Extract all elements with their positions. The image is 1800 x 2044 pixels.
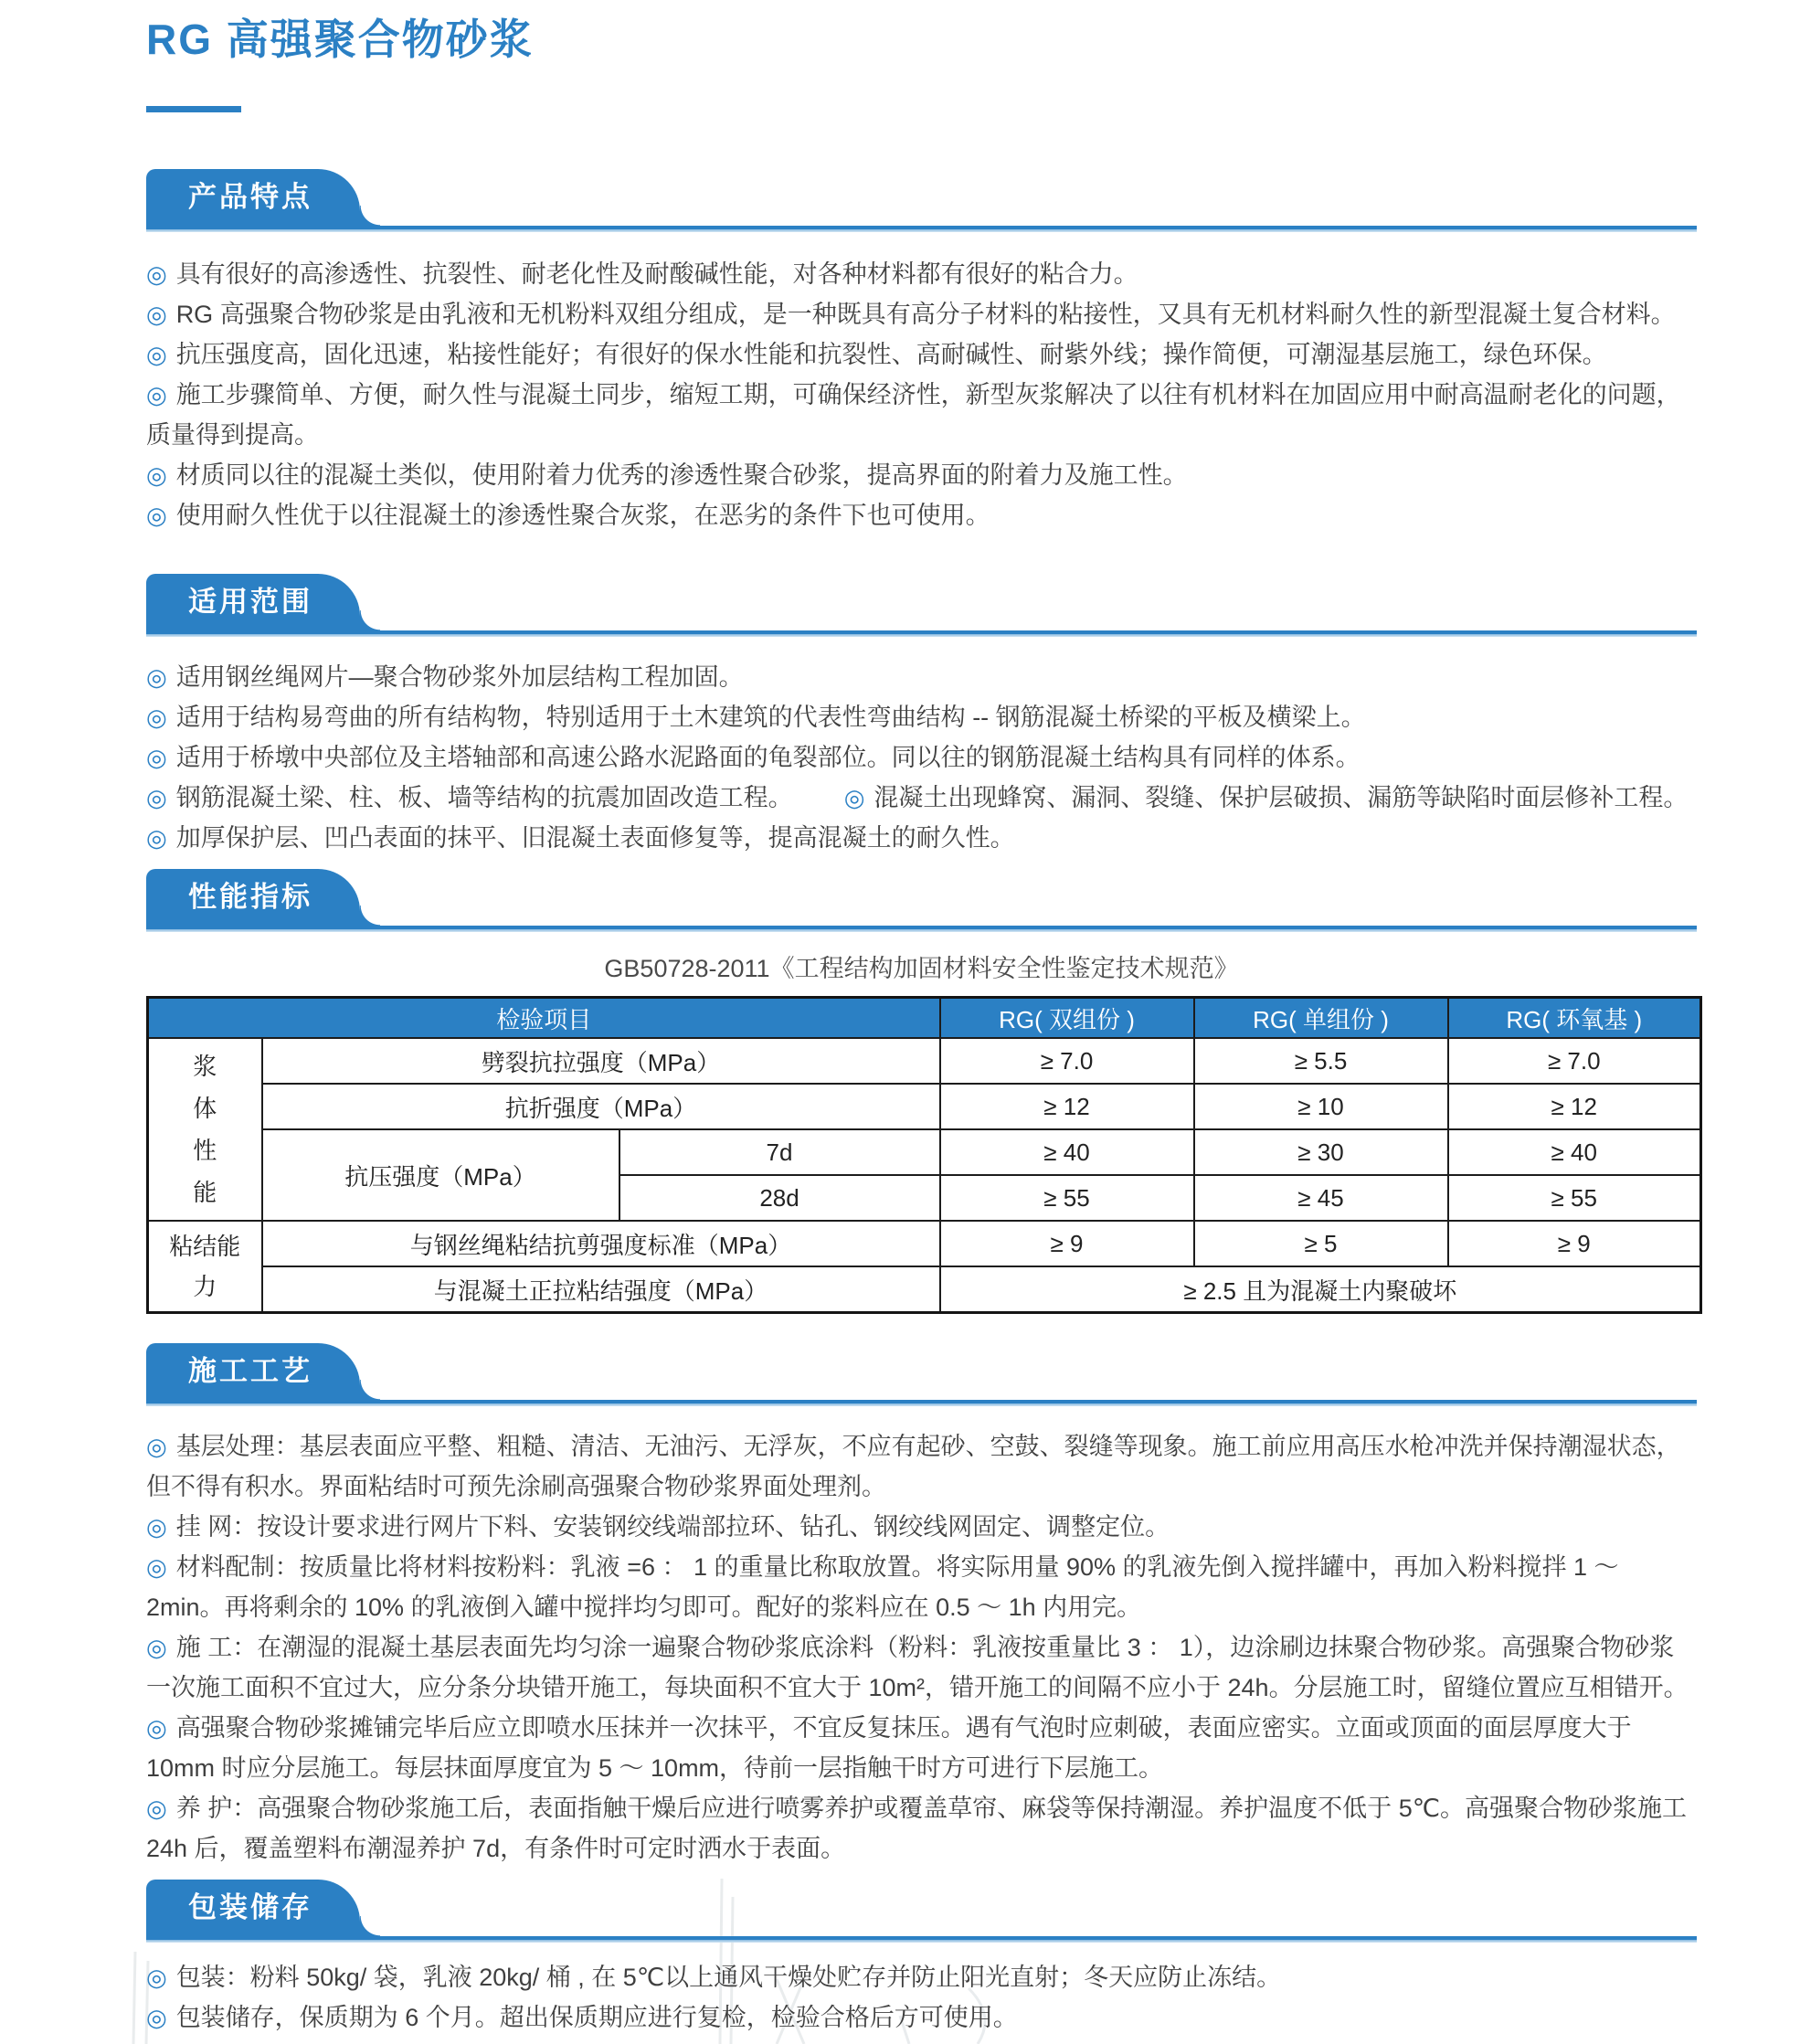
cell-value: ≥ 10 <box>1194 1084 1448 1129</box>
feature-item <box>146 455 1697 495</box>
bullet-icon: ◎ <box>146 301 167 328</box>
section-product-features <box>146 169 1697 543</box>
bullet-icon: ◎ <box>146 2004 167 2031</box>
section-header <box>146 574 1697 637</box>
bullet-icon: ◎ <box>146 1553 167 1581</box>
header-cell-item: 检验项目 <box>148 998 940 1039</box>
bullet-icon: ◎ <box>146 704 167 731</box>
cell-label-compressive: 抗压强度（MPa） <box>262 1129 619 1221</box>
process-item-text: 高强聚合物砂浆摊铺完毕后应立即喷水压抹并一次抹平，不宜反复抹压。遇有气泡时应刺破，表面应密实。立面或顶面的面层厚度大于 10mm 时应分层施工。每层抹面厚度宜为 5 ～ 10mm，待前一层指触干时方可进行下层施工。 <box>146 1714 1632 1782</box>
cell-label: 与混凝土正拉粘结强度（MPa） <box>262 1266 940 1313</box>
process-item-text: 施 工：在潮湿的混凝土基层表面先均匀涂一遍聚合物砂浆底涂料（粉料：乳液按重量比 3 ： 1），边涂刷边抹聚合物砂浆。高强聚合物砂浆一次施工面积不宜过大，应分条分块错开施工，每块面积不宜大于 10m²，错开施工的间隔不应小于 24h。分层施工时，留缝位置应互相错开。 <box>146 1634 1689 1701</box>
performance-table <box>146 996 1702 1314</box>
feature-list <box>146 232 1697 543</box>
cell-value: ≥ 40 <box>1448 1129 1701 1175</box>
section-packaging-storage <box>146 1880 1697 2038</box>
bullet-icon: ◎ <box>146 1795 167 1822</box>
cell-sublabel: 28d <box>619 1175 940 1221</box>
section-rule <box>146 630 1697 637</box>
cell-value: ≥ 12 <box>940 1084 1194 1129</box>
section-performance-index <box>146 869 1697 1314</box>
tab-application-scope: 适用范围 <box>146 574 360 630</box>
bullet-icon: ◎ <box>146 824 167 852</box>
section-rule <box>146 926 1697 932</box>
scope-item-text: 混凝土出现蜂窝、漏洞、裂缝、保护层破损、漏筋等缺陷时面层修补工程。 <box>874 784 1689 811</box>
section-rule <box>146 226 1697 232</box>
feature-item-text: 施工步骤简单、方便，耐久性与混凝土同步，缩短工期，可确保经济性，新型灰浆解决了以往有机材料在加固应用中耐高温耐老化的问题，质量得到提高。 <box>146 381 1681 449</box>
bullet-icon: ◎ <box>146 663 167 691</box>
cell-label: 与钢丝绳粘结抗剪强度标准（MPa） <box>262 1221 940 1266</box>
tab-product-features: 产品特点 <box>146 169 360 226</box>
section-rule <box>146 1936 1697 1943</box>
process-item <box>146 1627 1697 1708</box>
process-item-text: 基层处理：基层表面应平整、粗糙、清洁、无油污、无浮灰，不应有起砂、空鼓、裂缝等现象。施工前应用高压水枪冲洗并保持潮湿状态，但不得有积水。界面粘结时可预先涂刷高强聚合物砂浆界面处理剂。 <box>146 1433 1681 1500</box>
scope-item-text: 适用钢丝绳网片—聚合物砂浆外加层结构工程加固。 <box>175 663 744 691</box>
page-title: RG 高强聚合物砂浆 <box>146 16 534 63</box>
bullet-icon: ◎ <box>146 260 167 288</box>
header-cell-rg-epoxy: RG( 环氧基 ) <box>1448 998 1701 1039</box>
bullet-icon: ◎ <box>146 1634 167 1661</box>
feature-item-text: 使用耐久性优于以往混凝土的渗透性聚合灰浆，在恶劣的条件下也可使用。 <box>175 502 990 529</box>
feature-item-text: 具有很好的高渗透性、抗裂性、耐老化性及耐酸碱性能，对各种材料都有很好的粘合力。 <box>175 260 1138 288</box>
storage-list <box>146 1943 1697 2038</box>
process-item <box>146 1708 1697 1788</box>
process-item-text: 养 护：高强聚合物砂浆施工后，表面指触干燥后应进行喷雾养护或覆盖草帘、麻袋等保持潮湿。养护温度不低于 5℃。高强聚合物砂浆施工 24h 后，覆盖塑料布潮湿养护 7d，有条件时可定时洒水于表面。 <box>146 1795 1688 1862</box>
feature-item <box>146 254 1697 294</box>
scope-item-text: 适用于桥墩中央部位及主塔轴部和高速公路水泥路面的龟裂部位。同以往的钢筋混凝土结构具有同样的体系。 <box>175 744 1361 771</box>
feature-item <box>146 294 1697 334</box>
header-cell-rg-single: RG( 单组份 ) <box>1194 998 1448 1039</box>
cell-value: ≥ 55 <box>940 1175 1194 1221</box>
scope-item-text: 钢筋混凝土梁、柱、板、墙等结构的抗震加固改造工程。 <box>175 784 793 811</box>
title-underline <box>146 106 241 112</box>
table-row <box>148 1084 1701 1129</box>
tab-construction-process: 施工工艺 <box>146 1343 360 1400</box>
table-header-row <box>148 998 1701 1039</box>
cell-label: 抗折强度（MPa） <box>262 1084 940 1129</box>
cell-value-span: ≥ 2.5 且为混凝土内聚破坏 <box>940 1266 1701 1313</box>
scope-item <box>146 657 1697 697</box>
cell-value: ≥ 40 <box>940 1129 1194 1175</box>
bullet-icon: ◎ <box>146 1964 167 1991</box>
cell-value: ≥ 7.0 <box>1448 1038 1701 1084</box>
page-content <box>146 15 1697 2038</box>
process-list <box>146 1406 1697 1869</box>
cell-value: ≥ 30 <box>1194 1129 1448 1175</box>
section-header <box>146 169 1697 232</box>
cell-label: 劈裂抗拉强度（MPa） <box>262 1038 940 1084</box>
cell-value: ≥ 12 <box>1448 1084 1701 1129</box>
cell-sublabel: 7d <box>619 1129 940 1175</box>
scope-item <box>146 818 1697 858</box>
cell-value: ≥ 5 <box>1194 1221 1448 1266</box>
section-application-scope <box>146 574 1697 862</box>
section-construction-process <box>146 1343 1697 1869</box>
process-item <box>146 1788 1697 1869</box>
feature-item-text: 材质同以往的混凝土类似，使用附着力优秀的渗透性聚合砂浆，提高界面的附着力及施工性。 <box>175 461 1188 489</box>
process-item-text: 挂 网：按设计要求进行网片下料、安装钢绞线端部拉环、钻孔、钢绞线网固定、调整定位。 <box>175 1513 1170 1541</box>
process-item <box>146 1426 1697 1507</box>
bullet-icon: ◎ <box>843 784 865 811</box>
storage-item <box>146 1997 1697 2038</box>
bullet-icon: ◎ <box>146 502 167 529</box>
group-label: 浆体性能 <box>193 1053 217 1206</box>
scope-item-pair <box>146 778 1697 818</box>
bullet-icon: ◎ <box>146 744 167 771</box>
cell-value: ≥ 9 <box>1448 1221 1701 1266</box>
feature-item <box>146 375 1697 455</box>
section-header <box>146 1880 1697 1943</box>
cell-value: ≥ 7.0 <box>940 1038 1194 1084</box>
feature-item <box>146 495 1697 535</box>
cell-value: ≥ 55 <box>1448 1175 1701 1221</box>
bullet-icon: ◎ <box>146 1433 167 1460</box>
cell-value: ≥ 9 <box>940 1221 1194 1266</box>
bullet-icon: ◎ <box>146 1513 167 1541</box>
section-rule <box>146 1400 1697 1406</box>
bullet-icon: ◎ <box>146 1714 167 1742</box>
feature-item-text: 抗压强度高，固化迅速，粘接性能好；有很好的保水性能和抗裂性、高耐碱性、耐紫外线；操作简便，可潮湿基层施工，绿色环保。 <box>175 341 1607 368</box>
storage-item <box>146 1957 1697 1997</box>
group-label: 粘结能力 <box>169 1233 241 1300</box>
bullet-icon: ◎ <box>146 341 167 368</box>
bullet-icon: ◎ <box>146 461 167 489</box>
storage-item-text: 包装储存，保质期为 6 个月。超出保质期应进行复检，检验合格后方可使用。 <box>175 2004 1018 2031</box>
feature-item <box>146 334 1697 375</box>
scope-item-text: 适用于结构易弯曲的所有结构物，特别适用于土木建筑的代表性弯曲结构 -- 钢筋混凝土桥梁的平板及横梁上。 <box>175 704 1366 731</box>
feature-item-text: RG 高强聚合物砂浆是由乳液和无机粉料双组分组成，是一种既具有高分子材料的粘接性，又具有无机材料耐久性的新型混凝土复合材料。 <box>175 301 1676 328</box>
table-caption: GB50728-2011《工程结构加固材料安全性鉴定技术规范》 <box>604 955 1239 982</box>
process-item <box>146 1547 1697 1627</box>
scope-list <box>146 637 1697 862</box>
storage-item-text: 包装：粉料 50kg/ 袋，乳液 20kg/ 桶 , 在 5℃以上通风干燥处贮存并防止阳光直射；冬天应防止冻结。 <box>175 1964 1282 1991</box>
header-cell-rg-double: RG( 双组份 ) <box>940 998 1194 1039</box>
bullet-icon: ◎ <box>146 784 167 811</box>
tab-performance-index: 性能指标 <box>146 869 360 926</box>
group-cell-paste-performance <box>148 1038 262 1221</box>
cell-value: ≥ 45 <box>1194 1175 1448 1221</box>
table-row <box>148 1038 1701 1084</box>
section-header <box>146 869 1697 932</box>
group-cell-bond-capacity <box>148 1221 262 1313</box>
bullet-icon: ◎ <box>146 381 167 408</box>
cell-value: ≥ 5.5 <box>1194 1038 1448 1084</box>
process-item <box>146 1507 1697 1547</box>
scope-item-text: 加厚保护层、凹凸表面的抹平、旧混凝土表面修复等，提高混凝土的耐久性。 <box>175 824 1015 852</box>
tab-packaging-storage: 包装储存 <box>146 1880 360 1936</box>
section-header <box>146 1343 1697 1406</box>
table-row <box>148 1221 1701 1266</box>
scope-item <box>146 697 1697 737</box>
process-item-text: 材料配制：按质量比将材料按粉料：乳液 =6 ： 1 的重量比称取放置。将实际用量 90% 的乳液先倒入搅拌罐中，再加入粉料搅拌 1 ～ 2min。再将剩余的 10% 的乳液倒入罐中搅拌均匀即可。配好的浆料应在 0.5 ～ 1h 内用完。 <box>146 1553 1619 1621</box>
table-row <box>148 1129 1701 1175</box>
table-row <box>148 1266 1701 1313</box>
scope-item <box>146 737 1697 778</box>
